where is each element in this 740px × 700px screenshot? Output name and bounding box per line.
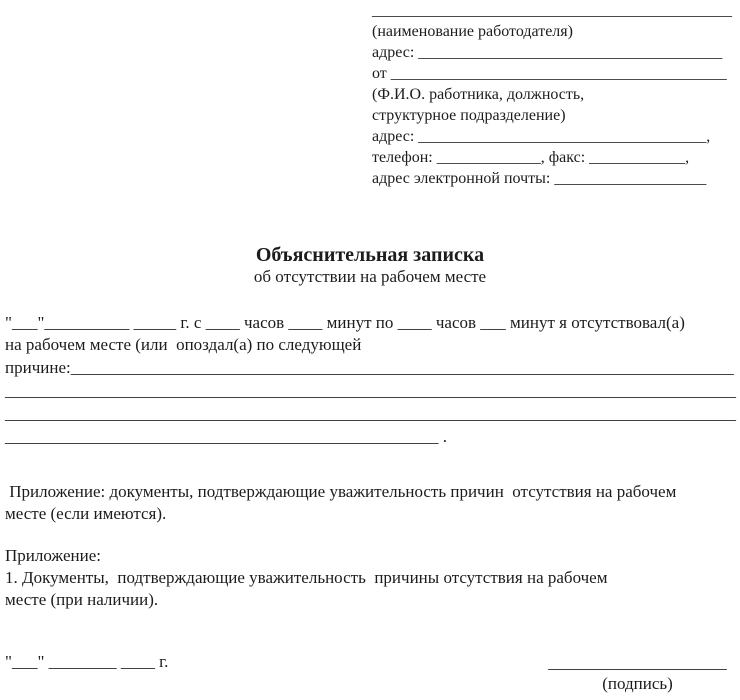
worker-name-caption: (Ф.И.О. работника, должность,	[372, 86, 585, 103]
reason-blank-line-1: ______________________________________________________________________________________	[5, 381, 736, 400]
worker-name-caption-continued: структурное подразделение)	[372, 107, 566, 124]
reason-line: причине:______________________________________________________________________________	[5, 358, 734, 377]
date-field: "___" ________ ____ г.	[5, 652, 169, 671]
attachment-note-line-2: месте (если имеются).	[5, 504, 167, 523]
signature-caption: (подпись)	[602, 674, 673, 693]
document-subtitle: об отсутствии на рабочем месте	[253, 267, 487, 286]
attachment-item-1-continued: месте (при наличии).	[5, 590, 159, 609]
employer-header-block	[372, 0, 738, 189]
from-field: от __________________________________________	[372, 65, 727, 82]
attachment-note-line-1: Приложение: документы, подтверждающие уважительность причин отсутствия на рабочем	[5, 482, 677, 501]
reason-blank-line-2: ______________________________________________________________________________________	[5, 404, 736, 423]
signature-blank-line: _____________________	[548, 653, 727, 672]
phone-fax-field: телефон: _____________, факс: ____________,	[372, 149, 690, 166]
absence-place-line: на рабочем месте (или опоздал(а) по следующей	[5, 335, 362, 354]
title-block	[0, 244, 740, 287]
attachment-note	[5, 481, 738, 525]
absence-date-time-line: "___"__________ _____ г. с ____ часов ____ минут по ____ часов ___ минут я отсутствовал(а)	[5, 313, 685, 332]
document-title: Объяснительная записка	[255, 244, 485, 266]
attachment-list	[5, 545, 738, 611]
attachment-list-heading: Приложение:	[5, 546, 101, 565]
worker-address-field: адрес: ____________________________________,	[372, 128, 711, 145]
employer-address-field: адрес: ______________________________________	[372, 44, 723, 61]
reason-blank-line-3: ___________________________________________________ .	[5, 427, 447, 446]
statement-body	[5, 312, 738, 448]
attachment-item-1: 1. Документы, подтверждающие уважительность причины отсутствия на рабочем	[5, 568, 608, 587]
employer-name-caption: (наименование работодателя)	[372, 23, 573, 40]
signature-block	[545, 652, 730, 694]
email-field: адрес электронной почты: ___________________	[372, 170, 707, 187]
employer-name-blank-line: _____________________________________________	[372, 2, 732, 19]
